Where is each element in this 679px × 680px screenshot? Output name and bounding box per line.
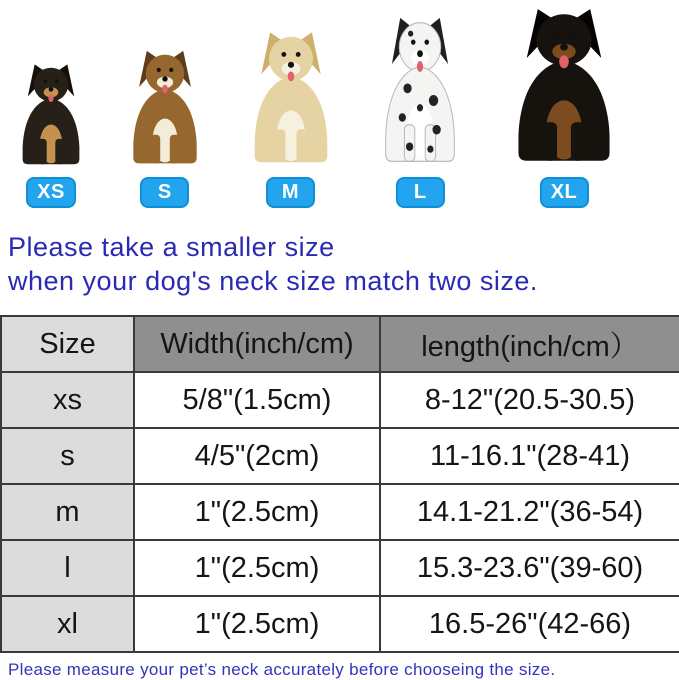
sizing-advice-line1: Please take a smaller size: [8, 232, 335, 262]
dog-art: [23, 64, 80, 164]
dog-figure-m: [236, 28, 346, 208]
dog-art: [518, 9, 609, 161]
table-row-m: [1, 484, 679, 540]
size-badge-m: M: [266, 177, 315, 208]
size-badge-xl: XL: [540, 177, 589, 208]
size-cell: s: [1, 428, 134, 484]
dog-figure-xl: [495, 4, 633, 208]
size-cell: m: [1, 484, 134, 540]
beagle-dog-icon: [117, 47, 213, 171]
dog-size-lineup: [0, 0, 679, 208]
dalmatian-dog-icon: [368, 13, 472, 171]
golden-retriever-dog-icon: [236, 28, 346, 171]
length-cell: 16.5-26"(42-66): [380, 596, 679, 652]
dog-art: [386, 18, 455, 161]
size-cell: xs: [1, 372, 134, 428]
length-cell: 11-16.1"(28-41): [380, 428, 679, 484]
dog-art: [254, 32, 327, 162]
size-badge-s: S: [140, 177, 189, 208]
table-row-l: [1, 540, 679, 596]
length-cell: 8-12"(20.5-30.5): [380, 372, 679, 428]
rottweiler-dog-icon: [495, 4, 633, 171]
table-header-row: [1, 316, 679, 372]
size-badge-xs: XS: [26, 177, 76, 208]
col-header-size: Size: [1, 316, 134, 372]
sizing-advice-line2: when your dog's neck size match two size.: [8, 266, 538, 296]
puppy-dog-icon: [8, 61, 94, 171]
col-header-width: Width(inch/cm): [134, 316, 380, 372]
length-cell: 15.3-23.6"(39-60): [380, 540, 679, 596]
length-cell: 14.1-21.2"(36-54): [380, 484, 679, 540]
width-cell: 1"(2.5cm): [134, 484, 380, 540]
width-cell: 4/5"(2cm): [134, 428, 380, 484]
dog-art: [133, 51, 196, 164]
table-row-xs: [1, 372, 679, 428]
col-header-length: length(inch/cm）: [380, 316, 679, 372]
table-row-s: [1, 428, 679, 484]
dog-figure-l: [368, 13, 472, 208]
measure-note: Please measure your pet’s neck accurately before chooseing the size.: [8, 660, 556, 679]
width-cell: 5/8"(1.5cm): [134, 372, 380, 428]
size-cell: l: [1, 540, 134, 596]
dog-figure-s: [117, 47, 213, 208]
dog-figure-xs: [8, 61, 94, 208]
size-badge-l: L: [396, 177, 445, 208]
width-cell: 1"(2.5cm): [134, 596, 380, 652]
size-cell: xl: [1, 596, 134, 652]
width-cell: 1"(2.5cm): [134, 540, 380, 596]
sizing-advice-text: [8, 230, 679, 298]
size-chart-table: [0, 315, 679, 653]
table-row-xl: [1, 596, 679, 652]
